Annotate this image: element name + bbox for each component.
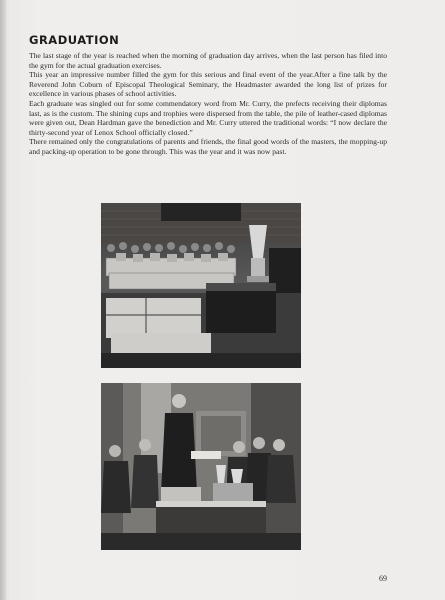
page-number: 69	[379, 574, 387, 583]
trophies-diplomas-photo	[101, 203, 301, 368]
paragraph: The last stage of the year is reached when the morning of graduation day arrives, when the last person has filed into the gym for the actual graduation exercises.	[29, 51, 387, 70]
trophies-diplomas-image	[101, 203, 301, 368]
graduation-ceremony-image	[101, 383, 301, 550]
page-binding-edge	[0, 0, 6, 600]
paragraph: There remained only the congratulations of parents and friends, the final good words of the masters, the mopping-up and packing-up operation to be gone through. This was the year and it was now past.	[29, 137, 387, 156]
graduation-ceremony-photo	[101, 383, 301, 550]
section-heading: GRADUATION	[29, 33, 120, 47]
article-body	[29, 51, 387, 157]
paragraph: This year an impressive number filled the gym for this serious and final event of the year.After a fine talk by the Reverend John Coburn of Episcopal Theological Seminary, the Headmaster awarded the long list of prizes for excellence in various phases of school activities.	[29, 70, 387, 99]
paragraph: Each graduate was singled out for some commendatory word from Mr. Curry, the prefects receiving their diplomas last, as is the custom. The shining cups and trophies were dispersed from the table, the pile of leather-cased diplomas were given out, Dean Hardman gave the benediction and Mr. Curry uttered the traditional words: “I now declare the thirty-second year of Lenox School officially closed.”	[29, 98, 387, 137]
